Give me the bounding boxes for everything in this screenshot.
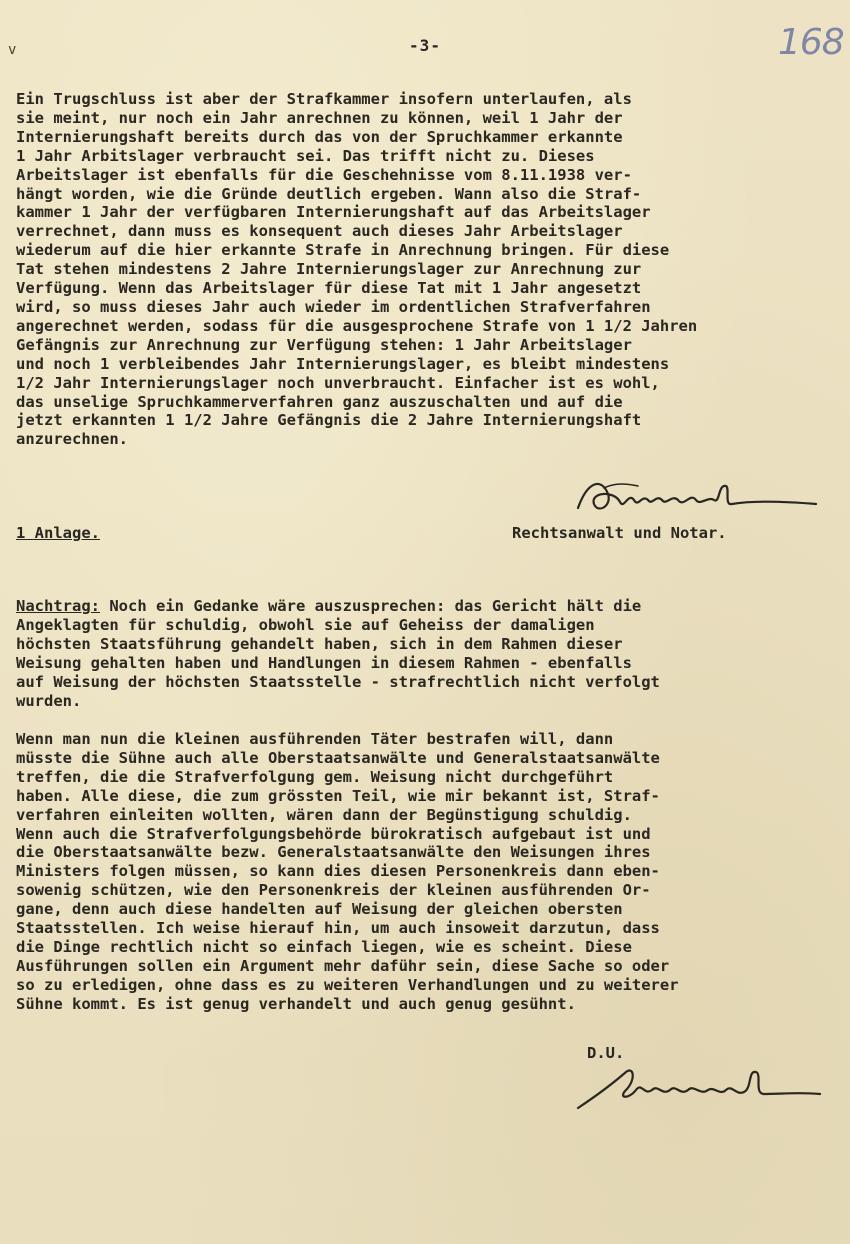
paragraph-line: wurden.: [16, 691, 82, 710]
edge-mark: v: [8, 42, 17, 58]
paragraph-line: wird, so muss dieses Jahr auch wieder im ordentlichen Strafverfahren: [16, 297, 651, 316]
paragraph-line: und noch 1 verbleibendes Jahr Internierungslager, es bleibt mindestens: [16, 354, 670, 373]
paragraph-line: anzurechnen.: [16, 430, 128, 449]
paragraph-line: die Oberstaatsanwälte bezw. Generalstaatsanwälte den Weisungen ihres: [16, 843, 651, 862]
paragraph-line: auf Weisung der höchsten Staatsstelle - strafrechtlich nicht verfolgt: [16, 672, 660, 691]
initials: D.U.: [587, 1044, 625, 1062]
paragraph-line: Weisung gehalten haben und Handlungen in diesem Rahmen - ebenfalls: [16, 653, 632, 672]
paragraph-line: verrechnet, dann muss es konsequent auch dieses Jahr Arbeitslager: [16, 222, 623, 241]
paragraph-line: Angeklagten für schuldig, obwohl sie auf Geheiss der damaligen: [16, 615, 595, 634]
paragraph-line: 1 Jahr Arbitslager verbraucht sei. Das trifft nicht zu. Dieses: [16, 146, 595, 165]
paragraph-line: müsste die Sühne auch alle Oberstaatsanwälte und Generalstaatsanwälte: [16, 748, 660, 767]
paragraph-line: Arbeitslager ist ebenfalls für die Geschehnisse vom 8.11.1938 ver-: [16, 165, 632, 184]
main-paragraph: [16, 90, 697, 449]
paragraph-line: verfahren einleiten wollten, wären dann der Begünstigung schuldig.: [16, 805, 632, 824]
paragraph-line: wiederum auf die hier erkannte Strafe in Anrechnung bringen. Für diese: [16, 241, 670, 260]
paragraph-line: jetzt erkannten 1 1/2 Jahre Gefängnis die 2 Jahre Internierungshaft: [16, 411, 642, 430]
attachment-note: 1 Anlage.: [16, 524, 100, 542]
paragraph-line: hängt worden, wie die Gründe deutlich ergeben. Wann also die Straf-: [16, 184, 642, 203]
archive-folio-number: 168: [778, 22, 844, 63]
paragraph-line: Ein Trugschluss ist aber der Strafkammer insofern unterlaufen, als: [16, 90, 632, 108]
postscript-label: Nachtrag:: [16, 597, 100, 615]
paragraph-line: Gefängnis zur Anrechnung zur Verfügung stehen: 1 Jahr Arbeitslager: [16, 335, 632, 354]
postscript-paragraph: [16, 597, 660, 710]
paragraph-line: treffen, die die Strafverfolgung gem. Weisung nicht durchgeführt: [16, 767, 614, 786]
handwritten-signature-2: [570, 1050, 830, 1120]
paragraph-line: Verfügung. Wenn das Arbeitslager für diese Tat mit 1 Jahr angesetzt: [16, 279, 642, 298]
paragraph-line: Tat stehen mindestens 2 Jahre Internierungslager zur Anrechnung zur: [16, 260, 642, 279]
paragraph-line: sie meint, nur noch ein Jahr anrechnen zu können, weil 1 Jahr der: [16, 108, 623, 127]
paragraph-line: die Dinge rechtlich nicht so einfach liegen, wie es scheint. Diese: [16, 937, 632, 956]
paragraph-line: höchsten Staatsführung gehandelt haben, sich in dem Rahmen dieser: [16, 634, 623, 653]
paragraph-line: Ausführungen sollen ein Argument mehr daführ sein, diese Sache so oder: [16, 956, 670, 975]
paragraph-line: angerechnet werden, sodass für die ausgesprochene Strafe von 1 1/2 Jahren: [16, 316, 698, 335]
paragraph-line: Wenn man nun die kleinen ausführenden Täter bestrafen will, dann: [16, 730, 614, 748]
paragraph-line: 1/2 Jahr Internierungslager noch unverbraucht. Einfacher ist es wohl,: [16, 373, 660, 392]
paragraph-line: Ministers folgen müssen, so kann dies diesen Personenkreis dann eben-: [16, 862, 660, 881]
paragraph-line: gane, denn auch diese handelten auf Weisung der gleichen obersten: [16, 900, 623, 919]
closing-paragraph: [16, 730, 679, 1014]
paragraph-line: sowenig schützen, wie den Personenkreis der kleinen ausführenden Or-: [16, 881, 651, 900]
paragraph-line: so zu erledigen, ohne dass es zu weiteren Verhandlungen und zu weiterer: [16, 975, 679, 994]
paragraph-line: Wenn auch die Strafverfolgungsbehörde bürokratisch aufgebaut ist und: [16, 824, 651, 843]
handwritten-signature-1: [568, 470, 828, 530]
paragraph-line: das unselige Spruchkammerverfahren ganz auszuschalten und auf die: [16, 392, 623, 411]
paragraph-line: haben. Alle diese, die zum grössten Teil, wie mir bekannt ist, Straf-: [16, 786, 660, 805]
paragraph-line: Sühne kommt. Es ist genug verhandelt und auch genug gesühnt.: [16, 994, 576, 1013]
paragraph-line: Staatsstellen. Ich weise hierauf hin, um auch insoweit darzutun, dass: [16, 919, 660, 938]
paragraph-line: Noch ein Gedanke wäre auszusprechen: das Gericht hält die: [100, 597, 642, 615]
page-number: -3-: [409, 36, 441, 55]
paragraph-line: Internierungshaft bereits durch das von der Spruchkammer erkannte: [16, 127, 623, 146]
paragraph-line: kammer 1 Jahr der verfügbaren Internierungshaft auf das Arbeitslager: [16, 203, 651, 222]
signature-role: Rechtsanwalt und Notar.: [512, 524, 727, 542]
